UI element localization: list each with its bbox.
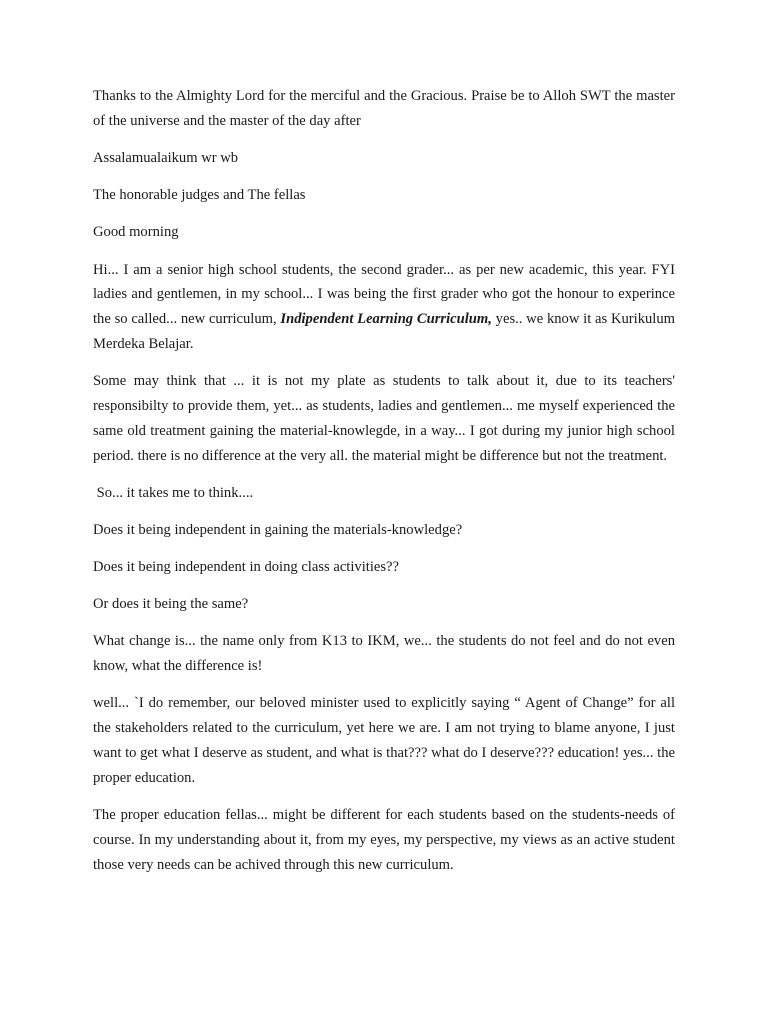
opening-praise-paragraph: Thanks to the Almighty Lord for the merciful and the Gracious. Praise be to Alloh SWT the master of the universe and the master of the day after (93, 88, 675, 129)
change-paragraph: What change is... the name only from K13 to IKM, we... the students do not feel and do not even know, what the difference is! (93, 633, 675, 675)
reflection-line: So... it takes me to think.... (93, 484, 254, 501)
address-judges: The honorable judges and The fellas (93, 187, 306, 204)
question-activities: Does it being independent in doing class activities?? (93, 559, 399, 576)
greeting-salam: Assalamualaikum wr wb (93, 149, 239, 166)
proper-education-paragraph: The proper education fellas... might be different for each students based on the students-needs of course. In my understanding about it, from my eyes, my perspective, my views as an active student those very needs can be achived through this new curriculum. (93, 807, 675, 873)
experience-paragraph: Some may think that ... it is not my plate as students to talk about it, due to its teachers' responsibilty to provide them, yet... as students, ladies and gentlemen... me myself experienced the same old treatment gaining the material-knowlegde, in a way... I got during my junior high school period. there is no difference at the very all. the material might be difference but not the treatment. (93, 373, 675, 464)
question-materials: Does it being independent in gaining the materials-knowledge? (93, 521, 463, 538)
intro-paragraph (93, 258, 675, 357)
question-same: Or does it being the same? (93, 596, 249, 613)
curriculum-name-emphasis: Indipendent Learning Curriculum, (280, 311, 492, 328)
intro-text-after: yes.. we know it as Kurikulum Merdeka Belajar. (93, 311, 675, 352)
agent-of-change-paragraph: well... `I do remember, our beloved minister used to explicitly saying “ Agent of Change” for all the stakeholders related to the curriculum, yet here we are. I am not trying to blame anyone, I just want to get what I deserve as student, and what is that??? what do I deserve??? education! yes... the proper education. (93, 695, 675, 786)
document-page (93, 84, 675, 890)
good-morning: Good morning (93, 224, 179, 241)
intro-text-before: Hi... I am a senior high school students, the second grader... as per new academic, this year. FYI ladies and gentlemen, in my school... I was being the first grader who got the honour to experince the so called... new curriculum, (93, 261, 675, 328)
